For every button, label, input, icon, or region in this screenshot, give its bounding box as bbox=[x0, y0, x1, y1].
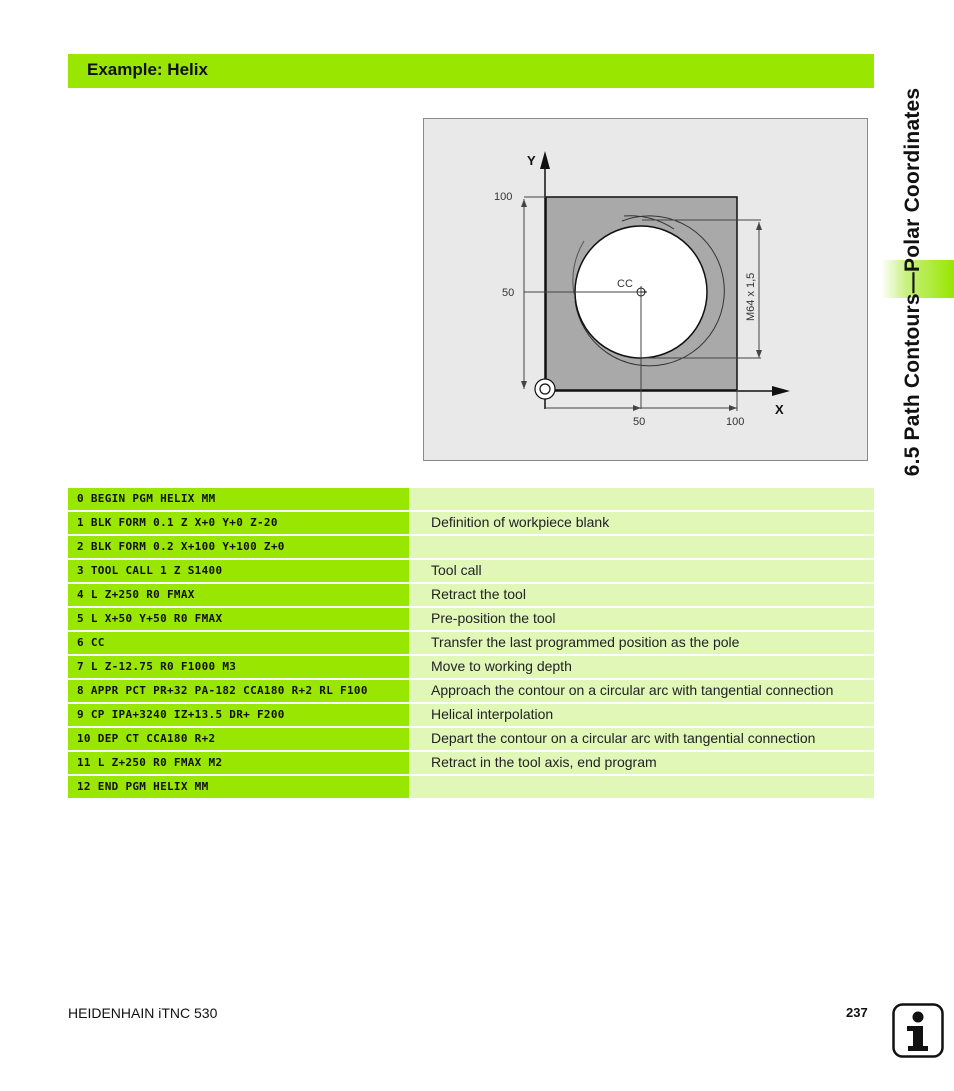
description-cell bbox=[409, 776, 874, 798]
program-row bbox=[68, 536, 874, 560]
y-axis-arrow bbox=[540, 151, 550, 169]
x-axis-arrow bbox=[772, 386, 790, 396]
thread-dim-arrow-bottom bbox=[756, 350, 762, 358]
nc-code-cell: 6 CC bbox=[68, 632, 409, 654]
helix-drawing bbox=[423, 118, 868, 461]
description-cell: Retract in the tool axis, end program bbox=[409, 752, 874, 774]
thread-dim-arrow-top bbox=[756, 222, 762, 230]
program-row bbox=[68, 560, 874, 584]
nc-code-cell: 1 BLK FORM 0.1 Z X+0 Y+0 Z-20 bbox=[68, 512, 409, 534]
description-cell: Retract the tool bbox=[409, 584, 874, 606]
x-tick-50: 50 bbox=[633, 416, 646, 428]
nc-code-cell: 9 CP IPA+3240 IZ+13.5 DR+ F200 bbox=[68, 704, 409, 726]
thread-label: M64 x 1,5 bbox=[745, 272, 757, 321]
description-cell: Move to working depth bbox=[409, 656, 874, 678]
chapter-side-title bbox=[888, 52, 938, 512]
x-dim-arrow-50 bbox=[633, 405, 641, 411]
nc-code-cell: 0 BEGIN PGM HELIX MM bbox=[68, 488, 409, 510]
description-cell: Approach the contour on a circular arc with tangential connection bbox=[409, 680, 874, 702]
footer-manual-name: HEIDENHAIN iTNC 530 bbox=[68, 1005, 218, 1021]
nc-code-cell: 4 L Z+250 R0 FMAX bbox=[68, 584, 409, 606]
x-axis-label: X bbox=[775, 402, 784, 417]
program-row bbox=[68, 656, 874, 680]
description-cell: Helical interpolation bbox=[409, 704, 874, 726]
description-cell bbox=[409, 488, 874, 510]
y-tick-50: 50 bbox=[502, 287, 515, 299]
program-row bbox=[68, 776, 874, 800]
section-title: Example: Helix bbox=[87, 60, 208, 79]
program-row bbox=[68, 632, 874, 656]
nc-code-cell: 10 DEP CT CCA180 R+2 bbox=[68, 728, 409, 750]
description-cell bbox=[409, 536, 874, 558]
description-cell: Tool call bbox=[409, 560, 874, 582]
y-axis-label: Y bbox=[527, 153, 536, 168]
program-row bbox=[68, 608, 874, 632]
nc-code-cell: 12 END PGM HELIX MM bbox=[68, 776, 409, 798]
program-row bbox=[68, 728, 874, 752]
program-row bbox=[68, 704, 874, 728]
nc-code-cell: 7 L Z-12.75 R0 F1000 M3 bbox=[68, 656, 409, 678]
pole-label: CC bbox=[617, 278, 633, 290]
info-icon bbox=[892, 1003, 944, 1058]
x-tick-100: 100 bbox=[726, 416, 745, 428]
nc-code-cell: 3 TOOL CALL 1 Z S1400 bbox=[68, 560, 409, 582]
nc-code-cell: 11 L Z+250 R0 FMAX M2 bbox=[68, 752, 409, 774]
y-dim-arrow-bottom bbox=[521, 381, 527, 389]
program-row bbox=[68, 488, 874, 512]
nc-program-table bbox=[68, 488, 874, 800]
nc-code-cell: 2 BLK FORM 0.2 X+100 Y+100 Z+0 bbox=[68, 536, 409, 558]
program-row bbox=[68, 584, 874, 608]
page-number: 237 bbox=[846, 1005, 868, 1020]
program-row bbox=[68, 752, 874, 776]
y-dim-arrow-top bbox=[521, 199, 527, 207]
description-cell: Depart the contour on a circular arc with tangential connection bbox=[409, 728, 874, 750]
description-cell: Pre-position the tool bbox=[409, 608, 874, 630]
program-row bbox=[68, 512, 874, 536]
program-row bbox=[68, 680, 874, 704]
nc-code-cell: 5 L X+50 Y+50 R0 FMAX bbox=[68, 608, 409, 630]
section-header-bar bbox=[68, 54, 874, 88]
description-cell: Definition of workpiece blank bbox=[409, 512, 874, 534]
datum-symbol-outer bbox=[535, 379, 555, 399]
chapter-title-text: 6.5 Path Contours—Polar Coordinates bbox=[901, 87, 924, 477]
x-dim-arrow-100 bbox=[729, 405, 737, 411]
y-tick-100: 100 bbox=[494, 191, 513, 203]
description-cell: Transfer the last programmed position as the pole bbox=[409, 632, 874, 654]
helix-drawing-svg bbox=[424, 119, 867, 460]
nc-code-cell: 8 APPR PCT PR+32 PA-182 CCA180 R+2 RL F100 bbox=[68, 680, 409, 702]
